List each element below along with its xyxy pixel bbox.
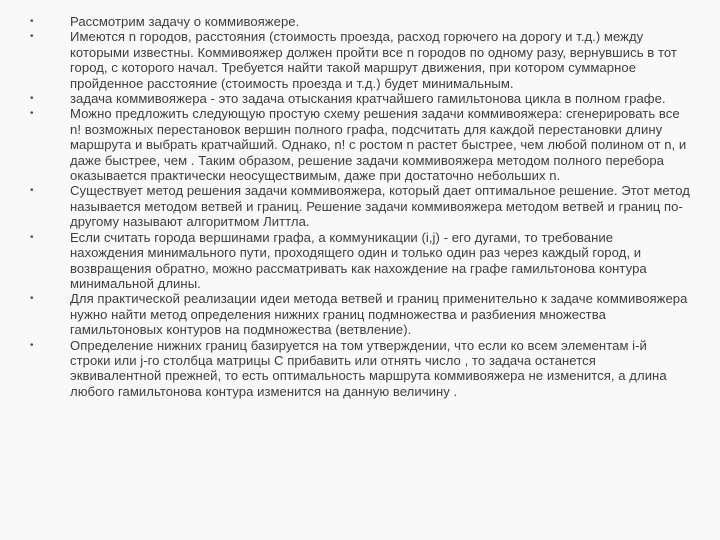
bullet-text: Для практической реализации идеи метода ветвей и границ применительно к задаче коммивояжера нужно найти метод определения нижних границ подмножества и разбиения множества гамильтоновых контуров на подмножества (ветвление). [70, 291, 688, 338]
bullet-dot-icon: • [30, 93, 34, 105]
bullet-item-7 [30, 291, 690, 337]
bullet-dot-icon: • [30, 108, 34, 120]
bullet-text: Рассмотрим задачу о коммивояжере. [70, 14, 300, 29]
bullet-dot-icon: • [30, 293, 34, 305]
bullet-text: Если считать города вершинами графа, а коммуникации (i,j) - его дугами, то требование нахождения минимального пути, проходящего один и только один раз через каждый город, и возвращения обратно, можно рассматривать как нахождение на графе гамильтонова контура минимальной длины. [70, 229, 647, 291]
bullet-item-4 [30, 106, 690, 183]
bullet-text: задача коммивояжера - это задача отыскания кратчайшего гамильтонова цикла в полном графе. [70, 91, 666, 107]
bullet-item-3 [30, 91, 690, 106]
bullet-item-6 [30, 230, 690, 292]
bullet-text: Можно предложить следующую простую схему решения задачи коммивояжера: сгенерировать все n! возможных перестановок вершин полного графа, подсчитать для каждой перестановки длину маршрута и выбрать кратчайший. Однако, n! с ростом n растет быстрее, чем любой полином от n, и даже быстрее, чем . Таким образом, решение задачи коммивояжера методом полного перебора оказывается практически неосуществимым, даже при достаточно небольших n. [70, 106, 687, 184]
bullet-item-8 [30, 338, 690, 400]
bullet-dot-icon: • [30, 31, 34, 43]
bullet-text: Существует метод решения задачи коммивояжера, который дает оптимальное решение. Этот метод называется методом ветвей и границ. Решение задачи коммивояжера методом ветвей и границ по-другому называют алгоритмом Литтла. [70, 183, 690, 230]
bullet-item-1 [30, 14, 690, 29]
bullet-dot-icon: • [30, 185, 34, 197]
bullet-item-2 [30, 29, 690, 91]
bullet-text: Имеются n городов, расстояния (стоимость проезда, расход горючего на дорогу и т.д.) между которыми известны. Коммивояжер должен пройти все n городов по одному разу, вернувшись в тот город, с которого начал. Требуется найти такой маршрут движения, при котором суммарное пройденное расстояние (стоимость проезда и т.д.) будет минимальным. [70, 29, 677, 91]
bullet-list [30, 14, 690, 399]
bullet-item-5 [30, 183, 690, 229]
bullet-text: Определение нижних границ базируется на том утверждении, что если ко всем элементам i-й строки или j-го столбца матрицы С прибавить или отнять число , то задача останется эквивалентной прежней, то есть оптимальность маршрута коммивояжера не изменится, а длина любого гамильтонова контура изменится на данную величину . [70, 337, 667, 399]
bullet-dot-icon: • [30, 339, 34, 351]
bullet-dot-icon: • [30, 16, 34, 27]
bullet-dot-icon: • [30, 231, 34, 243]
